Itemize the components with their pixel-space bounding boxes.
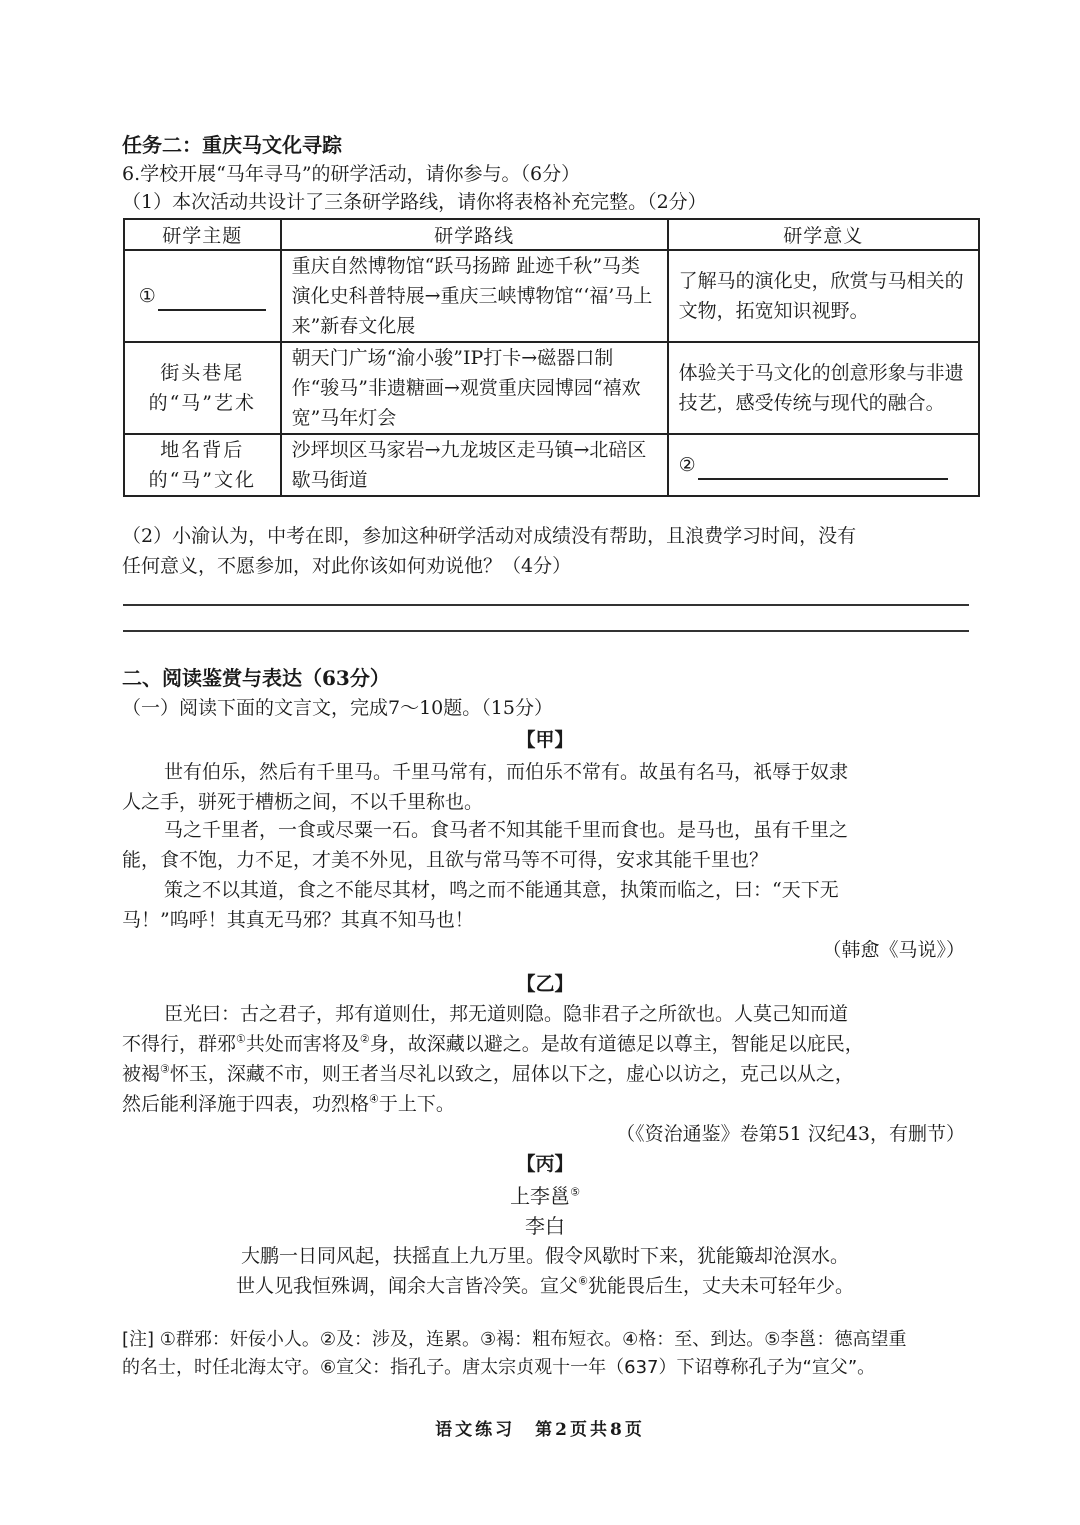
- text-run: 共处而害将及: [245, 1033, 360, 1055]
- route-cell: 沙坪坝区马家岩→九龙坡区走马镇→北碚区歇马街道: [281, 434, 668, 496]
- notes-line: [注] ①群邪：奸佞小人。②及：涉及，连累。③褐：粗布短衣。④格：至、到达。⑤李邕：德高望重: [122, 1329, 907, 1350]
- footnote-marker: ④: [369, 1092, 379, 1106]
- question-6-part-1: （1）本次活动共设计了三条研学路线，请你将表格补充完整。（2分）: [122, 191, 707, 213]
- passage-jia-line: 世有伯乐，然后有千里马。千里马常有，而伯乐不常有。故虽有名马，祇辱于奴隶: [164, 761, 849, 783]
- passage-jia-line: 策之不以其道，食之不能尽其材，鸣之而不能通其意，执策而临之，曰：“天下无: [164, 879, 839, 901]
- text-run: 怀玉，深藏不市，则王者当尽礼以致之，屈体以下之，虚心以访之，克己以从之，: [169, 1063, 854, 1085]
- footnote-marker: ①: [236, 1032, 246, 1046]
- task-title: 任务二：重庆马文化寻踪: [122, 133, 342, 157]
- poem-title: [122, 1182, 968, 1210]
- text-run: 不得行，群邪: [122, 1033, 237, 1055]
- header-meaning: 研学意义: [668, 219, 979, 250]
- table-row: [124, 434, 979, 496]
- footnote-marker: ③: [160, 1062, 170, 1076]
- page-footer: 语文练习 第2页共8页: [435, 1420, 645, 1440]
- answer-line[interactable]: [123, 604, 969, 606]
- text-run: 犹能畏后生，丈夫未可轻年少。: [587, 1275, 854, 1297]
- topic-text: 地名背后的“马”文化: [148, 439, 256, 491]
- topic-cell: [124, 434, 281, 496]
- blank-marker-2: ②: [678, 454, 696, 476]
- route-cell: 重庆自然博物馆“跃马扬蹄 趾迹千秋”马类演化史科普特展→重庆三峡博物馆“‘福’马上来”新春文化展: [281, 250, 668, 342]
- text-run: 然后能利泽施于四表，功烈格: [122, 1093, 370, 1115]
- research-table: [123, 218, 980, 497]
- text-run: 于上下。: [378, 1093, 455, 1115]
- notes-line: 的名士，时任北海太守。⑥宣父：指孔子。唐太宗贞观十一年（637）下诏尊称孔子为“宣父”。: [122, 1357, 876, 1378]
- poem-line: [122, 1272, 968, 1300]
- table-row: [124, 250, 979, 342]
- footnote-marker: ②: [359, 1032, 370, 1046]
- answer-line[interactable]: [123, 630, 969, 632]
- footnote-marker: ⑤: [570, 1185, 580, 1199]
- topic-cell-blank[interactable]: [124, 250, 281, 342]
- passage-yi-label: 【乙】: [516, 973, 574, 995]
- passage-yi-line: 臣光曰：古之君子，邦有道则仕，邦无道则隐。隐非君子之所欲也。人莫己知而道: [164, 1003, 849, 1025]
- passage-yi-line: [122, 1060, 968, 1088]
- meaning-cell: 体验关于马文化的创意形象与非遗技艺，感受传统与现代的融合。: [668, 342, 979, 434]
- passage-bing-label: 【丙】: [516, 1153, 574, 1175]
- text-run: 被褐: [122, 1063, 161, 1085]
- passage-yi-line: [122, 1090, 968, 1118]
- poem-title-text: 上李邕: [510, 1184, 571, 1208]
- text-run: 身，故深藏以避之。是故有道德足以尊主，智能足以庇民，: [369, 1033, 864, 1055]
- poem-author: 李白: [525, 1214, 565, 1238]
- poem-line: 大鹏一日同风起，扶摇直上九万里。假令风歇时下来，犹能簸却沧溟水。: [240, 1245, 849, 1267]
- question-6: 6.学校开展“马年寻马”的研学活动，请你参与。（6分）: [122, 163, 581, 185]
- passage-jia-line: 马！”呜呼！其真无马邪？其真不知马也！: [122, 909, 474, 931]
- topic-text: 街头巷尾的“马”艺术: [148, 362, 256, 414]
- header-topic: 研学主题: [124, 219, 281, 250]
- passage-jia-line: 能，食不饱，力不足，才美不外见，且欲与常马等不可得，安求其能千里也？: [122, 849, 769, 871]
- fill-blank-2[interactable]: [698, 478, 948, 480]
- table-row: [124, 342, 979, 434]
- fill-blank-1[interactable]: [158, 309, 266, 311]
- question-6-part-2-line1: （2）小渝认为，中考在即，参加这种研学活动对成绩没有帮助，且浪费学习时间，没有: [122, 525, 857, 547]
- passage-jia-label: 【甲】: [516, 729, 574, 751]
- passage-jia-line: 马之千里者，一食或尽粟一石。食马者不知其能千里而食也。是马也，虽有千里之: [164, 819, 849, 841]
- header-route: 研学路线: [281, 219, 668, 250]
- meaning-cell: 了解马的演化史，欣赏与马相关的文物，拓宽知识视野。: [668, 250, 979, 342]
- meaning-cell-blank[interactable]: [668, 434, 979, 496]
- passage-jia-source: （韩愈《马说》）: [822, 939, 965, 961]
- blank-marker-1: ①: [138, 285, 156, 307]
- route-cell: 朝天门广场“渝小骏”IP打卡→磁器口制作“骏马”非遗糖画→观赏重庆园博园“禧欢宽”马年灯会: [281, 342, 668, 434]
- table-header-row: [124, 219, 979, 250]
- question-6-part-2-line2: 任何意义，不愿参加，对此你该如何劝说他？（4分）: [122, 555, 572, 577]
- footnote-marker: ⑥: [578, 1274, 588, 1288]
- passage-yi-line: [122, 1030, 968, 1058]
- text-run: 世人见我恒殊调，闻余大言皆冷笑。宣父: [236, 1275, 579, 1297]
- section-2-title: 二、阅读鉴赏与表达（63分）: [122, 666, 390, 690]
- topic-cell: [124, 342, 281, 434]
- subsection-1-title: （一）阅读下面的文言文，完成7～10题。（15分）: [122, 697, 553, 719]
- passage-yi-source: （《资治通鉴》卷第51 汉纪43，有删节）: [616, 1123, 965, 1145]
- passage-jia-line: 人之手，骈死于槽枥之间，不以千里称也。: [122, 791, 484, 813]
